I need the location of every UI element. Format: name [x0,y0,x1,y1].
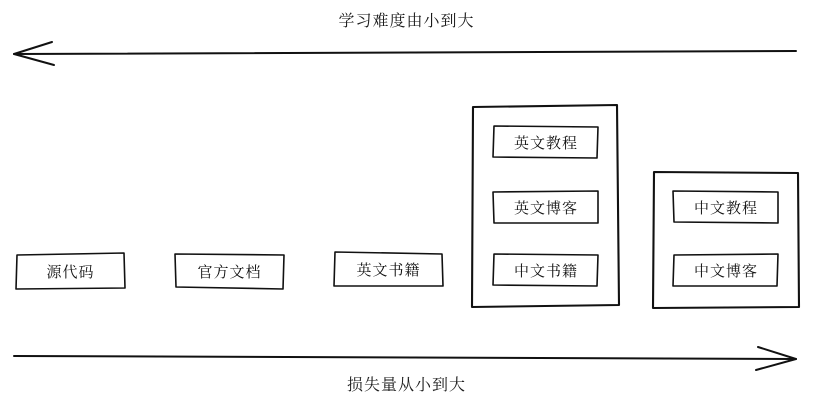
node-chinese-books[interactable] [491,251,601,289]
node-label: 源代码 [46,262,95,281]
loss-axis-arrow [10,342,803,374]
node-english-books[interactable] [332,249,445,289]
node-label: 中文书籍 [513,261,578,280]
node-label: 官方文档 [197,262,262,281]
top-axis-caption: 学习难度由小到大 [338,11,475,30]
node-label: 中文教程 [693,198,758,217]
node-english-tutorials[interactable] [491,123,601,161]
node-label: 英文博客 [513,198,578,217]
node-english-blogs[interactable] [491,188,601,226]
node-chinese-blogs[interactable] [671,251,781,289]
node-source-code[interactable] [14,251,127,291]
node-label: 中文博客 [693,261,758,280]
node-label: 英文书籍 [356,260,421,279]
node-official-docs[interactable] [173,251,286,291]
bottom-axis-caption: 损失量从小到大 [346,375,466,394]
node-label: 英文教程 [513,133,578,152]
node-chinese-tutorials[interactable] [671,188,781,226]
difficulty-axis-arrow [10,36,803,68]
